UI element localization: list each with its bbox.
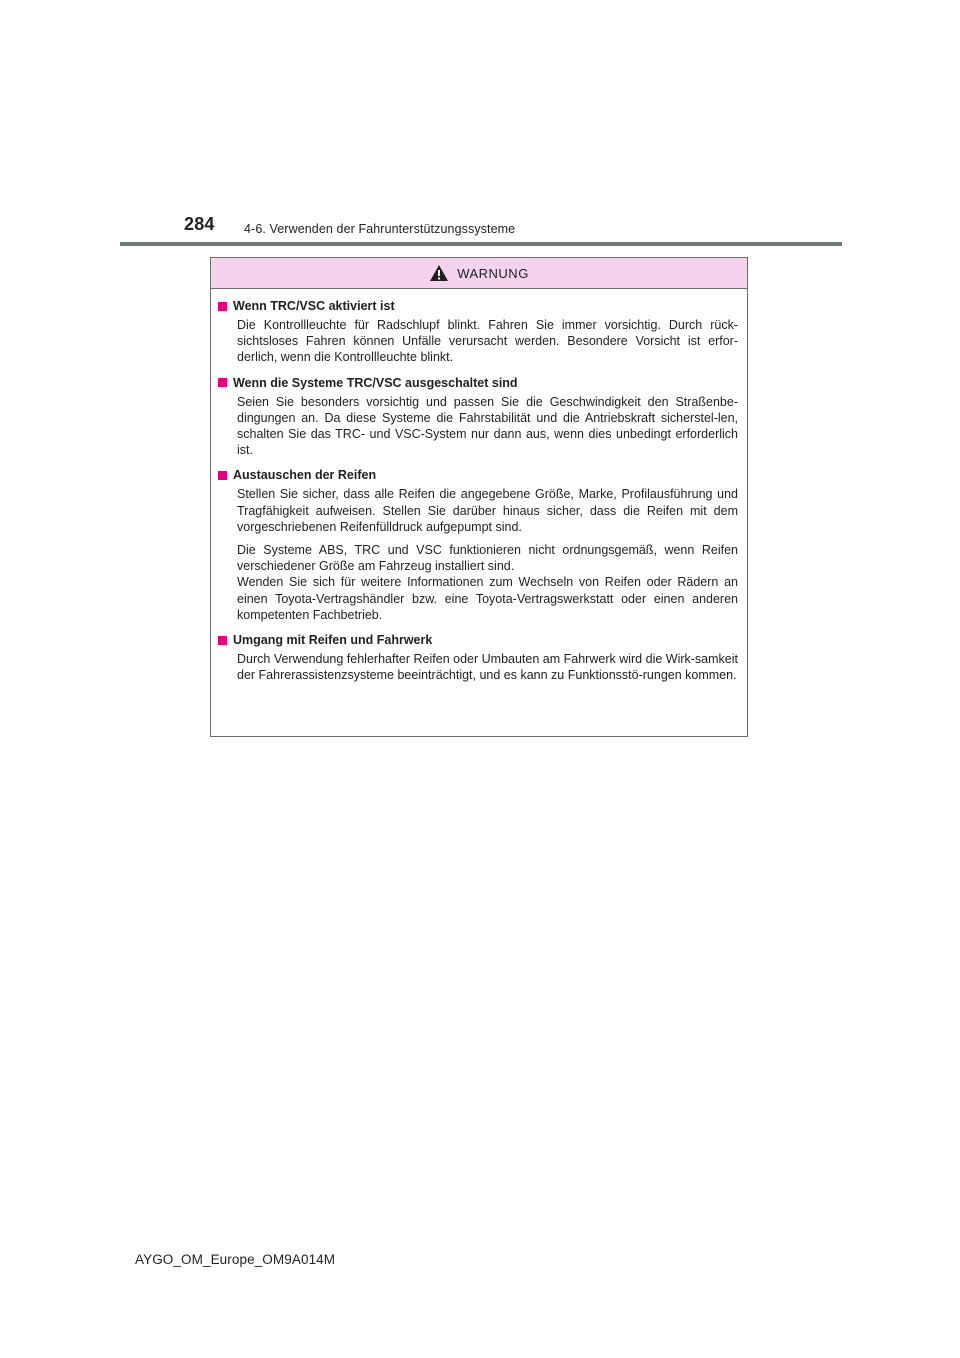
warning-item-trc-vsc-off bbox=[218, 374, 738, 459]
item-paragraph: Die Kontrollleuchte für Radschlupf blinkt. Fahren Sie immer vorsichtig. Durch rück-sichtsloses Fahren können Unfälle verursacht werden. Besondere Vorsicht ist erfor-derlich, wenn die Kontrollleuchte blinkt. bbox=[237, 318, 738, 365]
document-code: AYGO_OM_Europe_OM9A014M bbox=[135, 1252, 336, 1267]
warning-box bbox=[210, 257, 748, 737]
square-bullet-icon bbox=[218, 378, 227, 387]
warning-item-tire-replacement bbox=[218, 466, 738, 623]
page-number: 284 bbox=[184, 214, 215, 234]
square-bullet-icon bbox=[218, 471, 227, 480]
warning-title: WARNUNG bbox=[457, 266, 529, 281]
warning-body bbox=[211, 289, 747, 683]
item-paragraph: Seien Sie besonders vorsichtig und passen Sie die Geschwindigkeit den Straßenbe-dingungen an. Da diese Systeme die Fahrstabilität und die Antriebskraft sicherstel-len, schalten Sie das TRC- und VSC-System nur dann aus, wenn dies unbedingt erforderlich ist. bbox=[237, 394, 738, 458]
header-divider bbox=[120, 242, 842, 246]
item-heading: Austauschen der Reifen bbox=[233, 468, 377, 483]
item-heading: Wenn die Systeme TRC/VSC ausgeschaltet sind bbox=[233, 375, 518, 390]
warning-item-tires-suspension bbox=[218, 631, 738, 683]
warning-triangle-icon bbox=[429, 264, 449, 282]
section-title: 4-6. Verwenden der Fahrunterstützungssysteme bbox=[244, 222, 516, 236]
item-heading: Wenn TRC/VSC aktiviert ist bbox=[233, 299, 395, 313]
square-bullet-icon bbox=[218, 636, 227, 645]
item-paragraph: Durch Verwendung fehlerhafter Reifen oder Umbauten am Fahrwerk wird die Wirk-samkeit der Fahrerassistenzsysteme beeinträchtigt, und es kann zu Funktionsstö-rungen kommen. bbox=[237, 652, 738, 683]
item-paragraph: Die Systeme ABS, TRC und VSC funktionieren nicht ordnungsgemäß, wenn Reifen verschiedener Größe am Fahrzeug installiert sind. bbox=[237, 543, 738, 574]
warning-header bbox=[211, 258, 747, 289]
item-paragraph: Stellen Sie sicher, dass alle Reifen die angegebene Größe, Marke, Profilausführung und Tragfähigkeit aufweisen. Stellen Sie darüber hinaus sicher, dass die Reifen mit dem vorgeschriebenen Reifenfülldruck aufgepumpt sind. bbox=[237, 487, 738, 534]
item-heading: Umgang mit Reifen und Fahrwerk bbox=[233, 633, 433, 648]
square-bullet-icon bbox=[218, 302, 227, 311]
warning-item-trc-vsc-active bbox=[218, 297, 738, 366]
item-paragraph: Wenden Sie sich für weitere Informationen zum Wechseln von Reifen oder Rädern an einen Toyota-Vertragshändler bzw. eine Toyota-Vertragswerkstatt oder einen anderen kompetenten Fachbetrieb. bbox=[237, 575, 738, 622]
